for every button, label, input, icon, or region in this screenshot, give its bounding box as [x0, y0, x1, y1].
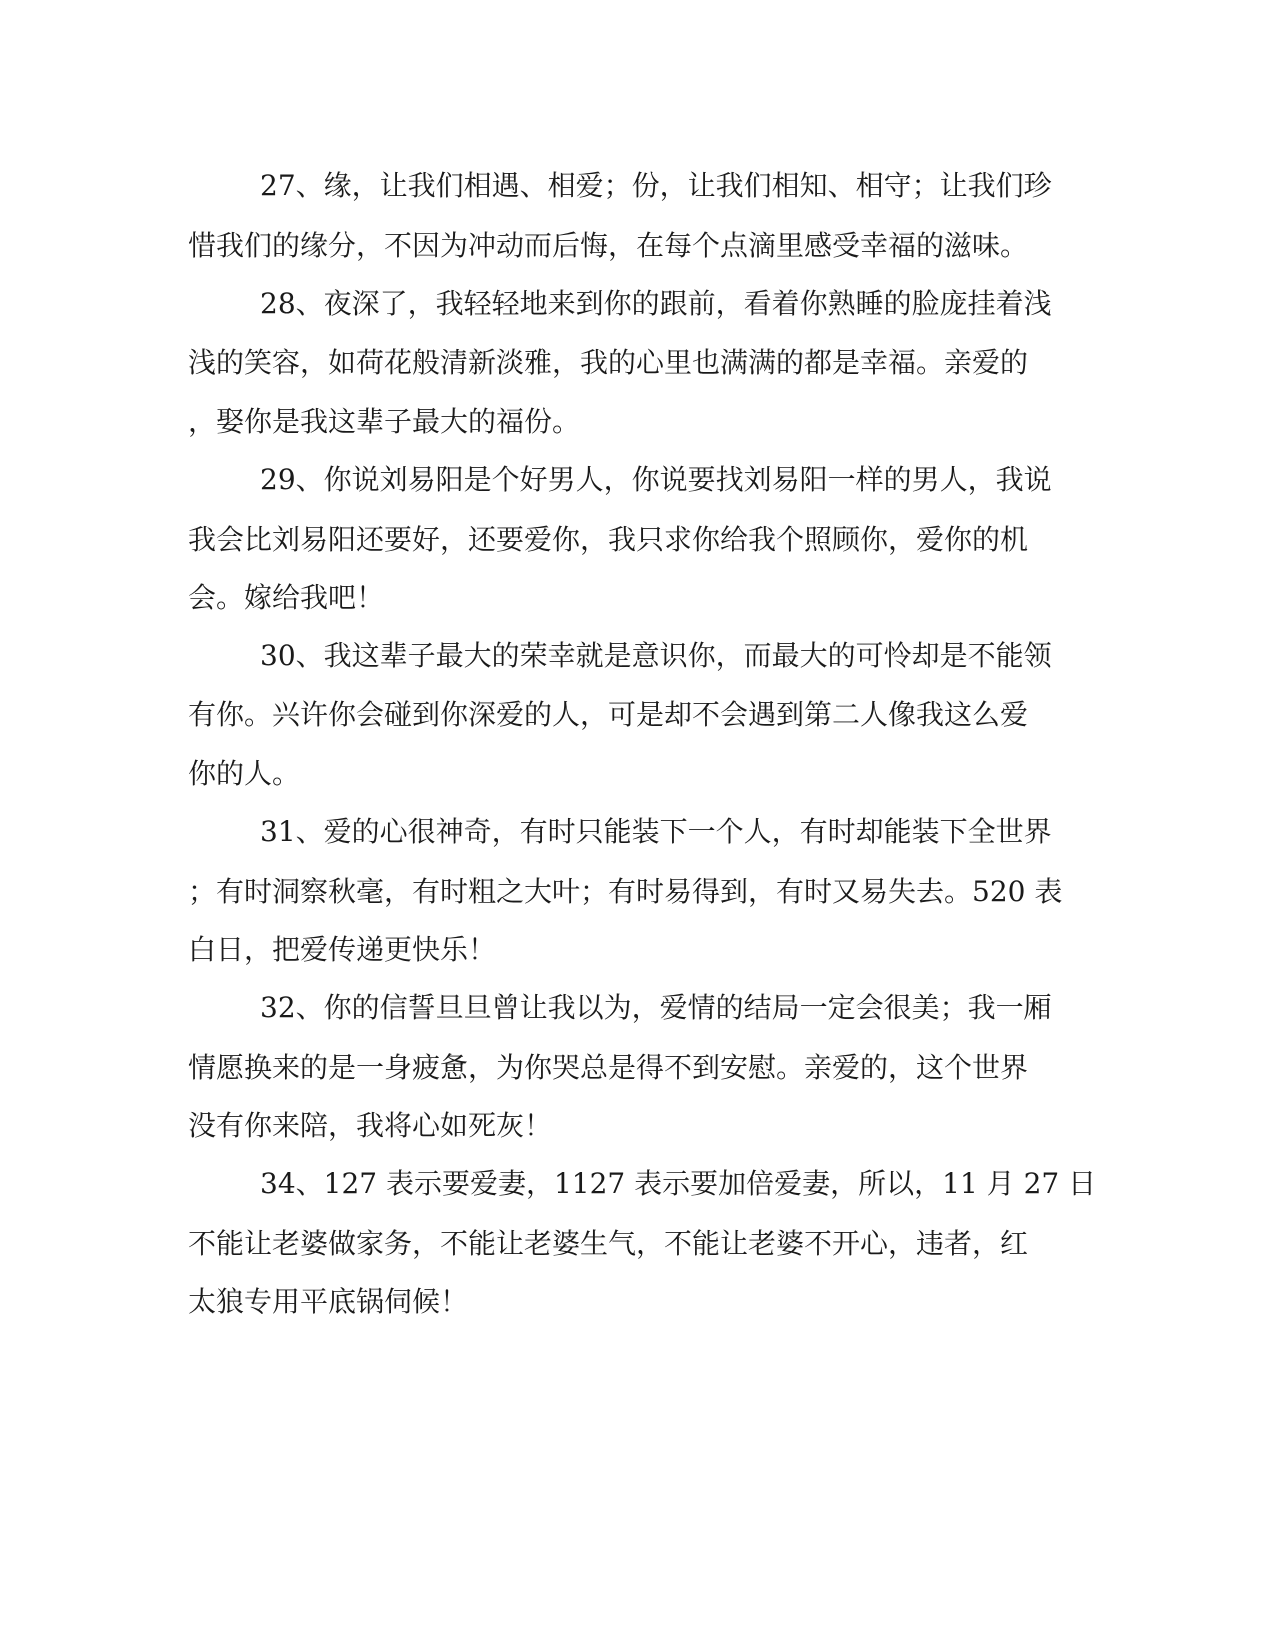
paragraph-34-line-3: 太狼专用平底锅伺候！	[188, 1285, 469, 1318]
paragraph-28-line-1: 28、夜深了，我轻轻地来到你的跟前，看着你熟睡的脸庞挂着浅	[260, 287, 1052, 320]
paragraph-34-line-1: 34、127 表示要爱妻，1127 表示要加倍爱妻，所以，11 月 27 日	[260, 1167, 1097, 1200]
paragraph-29-line-1: 29、你说刘易阳是个好男人，你说要找刘易阳一样的男人，我说	[260, 463, 1052, 496]
paragraph-31-line-2: ；有时洞察秋毫，有时粗之大叶；有时易得到，有时又易失去。520 表	[188, 875, 1063, 908]
paragraph-29-line-2: 我会比刘易阳还要好，还要爱你，我只求你给我个照顾你，爱你的机	[188, 523, 1029, 556]
paragraph-31-line-1: 31、爱的心很神奇，有时只能装下一个人，有时却能装下全世界	[260, 815, 1052, 848]
paragraph-28-line-3: ，娶你是我这辈子最大的福份。	[188, 405, 581, 438]
paragraph-30-line-1: 30、我这辈子最大的荣幸就是意识你，而最大的可怜却是不能领	[260, 639, 1052, 672]
paragraph-32-line-2: 情愿换来的是一身疲惫，为你哭总是得不到安慰。亲爱的，这个世界	[188, 1051, 1029, 1084]
paragraph-29-line-3: 会。嫁给我吧！	[188, 581, 385, 614]
paragraph-32-line-1: 32、你的信誓旦旦曾让我以为，爱情的结局一定会很美；我一厢	[260, 991, 1052, 1024]
paragraph-27-line-1: 27、缘，让我们相遇、相爱；份，让我们相知、相守；让我们珍	[260, 169, 1052, 202]
paragraph-30-line-2: 有你。兴许你会碰到你深爱的人，可是却不会遇到第二人像我这么爱	[188, 698, 1029, 731]
paragraph-31-line-3: 白日，把爱传递更快乐！	[188, 933, 497, 966]
paragraph-30-line-3: 你的人。	[188, 757, 301, 790]
paragraph-27-line-2: 惜我们的缘分，不因为冲动而后悔，在每个点滴里感受幸福的滋味。	[188, 229, 1029, 262]
paragraph-32-line-3: 没有你来陪，我将心如死灰！	[188, 1109, 553, 1142]
paragraph-28-line-2: 浅的笑容，如荷花般清新淡雅，我的心里也满满的都是幸福。亲爱的	[188, 346, 1029, 379]
paragraph-34-line-2: 不能让老婆做家务，不能让老婆生气，不能让老婆不开心，违者，红	[188, 1227, 1029, 1260]
